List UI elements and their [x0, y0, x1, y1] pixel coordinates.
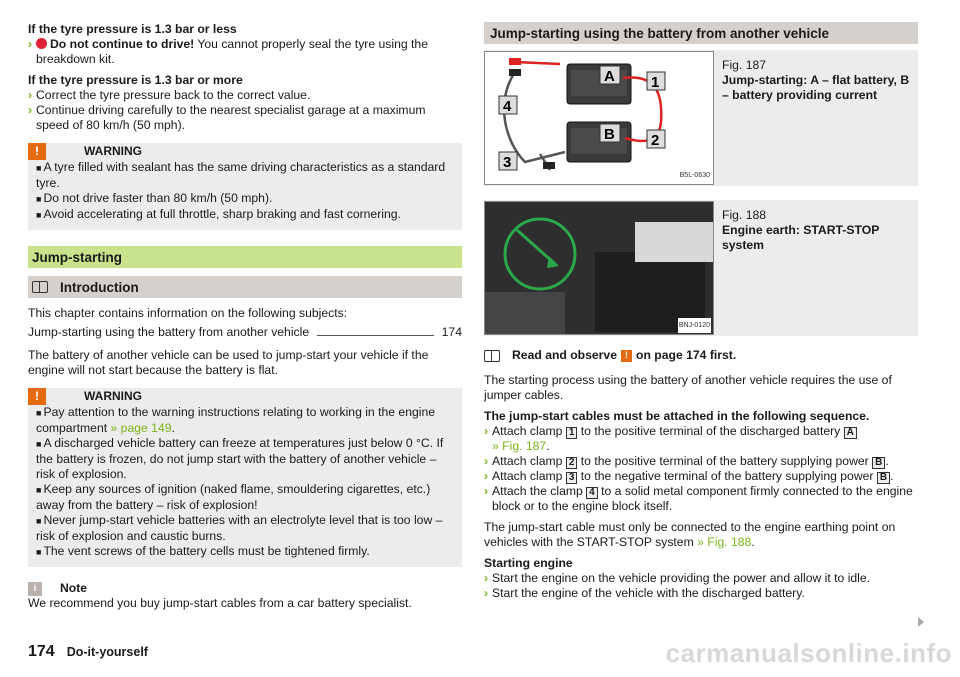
callout-2: 2	[566, 457, 578, 469]
intro-title: Introduction	[60, 279, 139, 295]
figure-id: BNJ-0120	[678, 318, 711, 333]
label-3: 3	[503, 154, 512, 171]
sequence-heading: The jump-start cables must be attached in the following sequence.	[484, 409, 870, 423]
read-observe-line	[484, 348, 918, 363]
step-2: › Attach clamp 2 to the positive terminal of the battery supplying power B .	[484, 454, 889, 468]
arrow-icon: ›	[28, 103, 33, 117]
heading-high-pressure: If the tyre pressure is 1.3 bar or more	[28, 73, 243, 87]
arrow-icon: ›	[28, 37, 33, 51]
correct-pressure-text: Correct the tyre pressure back to the correct value.	[36, 88, 311, 102]
figure-id: B5L-0630	[679, 168, 711, 183]
page-number: 174	[28, 643, 55, 660]
start-step-1: › Start the engine on the vehicle providing the power and allow it to idle.	[484, 571, 871, 585]
section-title: Jump-starting	[28, 246, 462, 268]
toc-leader	[317, 328, 434, 336]
book-icon	[32, 281, 48, 293]
cables-paragraph: The starting process using the battery of another vehicle requires the use of jumper cables.	[484, 373, 892, 402]
figure-title: Jump-starting: A – flat battery, B – battery providing current	[722, 73, 910, 102]
figure-title: Engine earth: START-STOP system	[722, 223, 880, 252]
bullet-continue-driving	[28, 103, 462, 133]
bullet-do-not-drive	[28, 37, 462, 67]
engine-photo	[485, 202, 714, 335]
callout-b: B	[877, 472, 890, 484]
callout-3: 3	[566, 472, 578, 484]
toc-entry[interactable]	[28, 325, 462, 340]
label-b: B	[604, 126, 615, 143]
warning-item: ■ Do not drive faster than 80 km/h (50 mph).	[36, 191, 273, 205]
step-3: › Attach clamp 3 to the negative terminal of the battery supplying power B .	[484, 469, 894, 483]
callout-a: A	[844, 427, 857, 439]
info-icon: i	[28, 582, 42, 596]
figure-188	[484, 200, 918, 336]
note-header	[28, 581, 462, 596]
fig-link[interactable]: » Fig. 188	[697, 535, 752, 549]
section-header: Jump-starting using the battery from another vehicle	[484, 22, 918, 44]
warning-item: ■ A tyre filled with sealant has the same driving characteristics as a standard tyre.	[36, 160, 446, 190]
battery-paragraph: The battery of another vehicle can be used to jump-start your vehicle if the engine will not start because the battery is flat.	[28, 348, 429, 377]
warning-item: ■ The vent screws of the battery cells must be tightened firmly.	[36, 544, 370, 558]
starting-heading: Starting engine	[484, 556, 573, 570]
warning-icon: !	[28, 388, 46, 405]
figure-number: Fig. 188	[722, 208, 767, 222]
stop-icon	[36, 38, 47, 49]
warning-item: ■ Avoid accelerating at full throttle, sharp braking and fast cornering.	[36, 207, 401, 221]
step-4: › Attach the clamp 4 to a solid metal component firmly connected to the engine block or to the engine block itself.	[484, 484, 913, 513]
intro-text: This chapter contains information on the following subjects:	[28, 306, 348, 320]
warning-box-battery	[28, 388, 462, 567]
label-2: 2	[651, 132, 660, 149]
warning-item: ■ Keep any sources of ignition (naked flame, smouldering cigarettes, etc.) away from the battery – risk of explosion!	[36, 482, 431, 512]
heading-low-pressure: If the tyre pressure is 1.3 bar or less	[28, 22, 237, 36]
watermark: carmanualsonline.info	[665, 638, 952, 668]
page-section: Do-it-yourself	[66, 645, 148, 659]
figure-number: Fig. 187	[722, 58, 767, 72]
callout-1: 1	[566, 427, 578, 439]
figure-187	[484, 50, 918, 186]
breakdown-kit-text: You cannot properly seal the tyre using the breakdown kit.	[36, 37, 428, 66]
warning-icon: !	[28, 143, 46, 160]
engine-earth-photo	[484, 201, 714, 335]
warning-item: ■ Never jump-start vehicle batteries with an electrolyte level that is too low – risk of explosion and caustic burns.	[36, 513, 443, 543]
warning-icon: !	[621, 350, 632, 362]
label-1: 1	[651, 74, 660, 91]
figure-caption	[714, 50, 918, 186]
read-observe-page: on page 174 first.	[636, 348, 737, 362]
book-icon	[484, 350, 500, 362]
page-link[interactable]: » page 149	[110, 421, 172, 435]
note-text: We recommend you buy jump-start cables from a car battery specialist.	[28, 596, 412, 610]
start-stop-paragraph: The jump-start cable must only be connected to the engine earthing point on vehicles with the START-STOP system » Fig. 188.	[484, 520, 896, 549]
warning-label: WARNING	[84, 144, 142, 158]
warning-item: ■ A discharged vehicle battery can freeze at temperatures just below 0 °C. If the battery is frozen, do not jump start with the battery of another vehicle – risk of explosion.	[36, 436, 444, 481]
right-column	[484, 22, 918, 601]
toc-page[interactable]: 174	[441, 325, 462, 339]
label-4: 4	[503, 98, 512, 115]
left-column	[28, 22, 462, 611]
label-a: A	[604, 68, 615, 85]
do-not-drive-text: Do not continue to drive!	[50, 37, 195, 51]
read-observe-text: Read and observe	[512, 348, 617, 362]
battery-diagram	[485, 52, 714, 185]
page-footer	[28, 644, 148, 660]
intro-header	[28, 276, 462, 298]
jump-start-illustration	[484, 51, 714, 185]
arrow-icon: ›	[28, 88, 33, 102]
figure-caption	[714, 200, 918, 336]
bullet-correct-pressure	[28, 88, 462, 103]
continue-arrow-icon	[918, 617, 924, 627]
continue-driving-text: Continue driving carefully to the nearest specialist garage at a maximum speed of 80 km/h (50 mph).	[36, 103, 426, 132]
callout-b: B	[872, 457, 885, 469]
note-label: Note	[60, 581, 88, 595]
warning-label: WARNING	[84, 389, 142, 403]
fig-link[interactable]: » Fig. 187	[492, 439, 547, 453]
warning-item: ■ Pay attention to the warning instructions relating to working in the engine compartment » page 149.	[36, 405, 436, 435]
toc-item[interactable]: Jump-starting using the battery from another vehicle	[28, 325, 310, 339]
warning-box-tyre	[28, 143, 462, 230]
step-1: › Attach clamp 1 to the positive terminal of the discharged battery A » Fig. 187.	[484, 424, 918, 454]
start-step-2: › Start the engine of the vehicle with the discharged battery.	[484, 586, 805, 600]
callout-4: 4	[586, 487, 598, 499]
